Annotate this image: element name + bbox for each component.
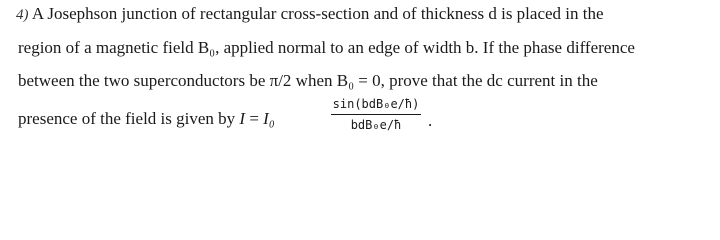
question-number: 4) [16, 7, 29, 23]
formula-fraction [331, 97, 421, 133]
formula-equals: = [249, 109, 259, 128]
question-text-line-4: presence of the field is given by [18, 109, 236, 128]
formula-numerator: sin(bdB₀e/ħ) [331, 97, 421, 115]
question-text-line-2: region of a magnetic field B₀, applied normal to an edge of width b. If the phase difference [18, 38, 635, 57]
question-text-line-1: A Josephson junction of rectangular cross-section and of thickness d is placed in the [31, 4, 604, 23]
formula-lhs: I [239, 109, 246, 128]
question-text-line-3: between the two superconductors be π/2 when B₀ = 0, prove that the dc current in the [18, 71, 598, 90]
formula-denominator: bdB₀e/ħ [350, 118, 402, 132]
formula-prefactor: I₀ [263, 109, 275, 128]
question-line-1 [14, 4, 714, 25]
formula-period: . [428, 111, 433, 130]
